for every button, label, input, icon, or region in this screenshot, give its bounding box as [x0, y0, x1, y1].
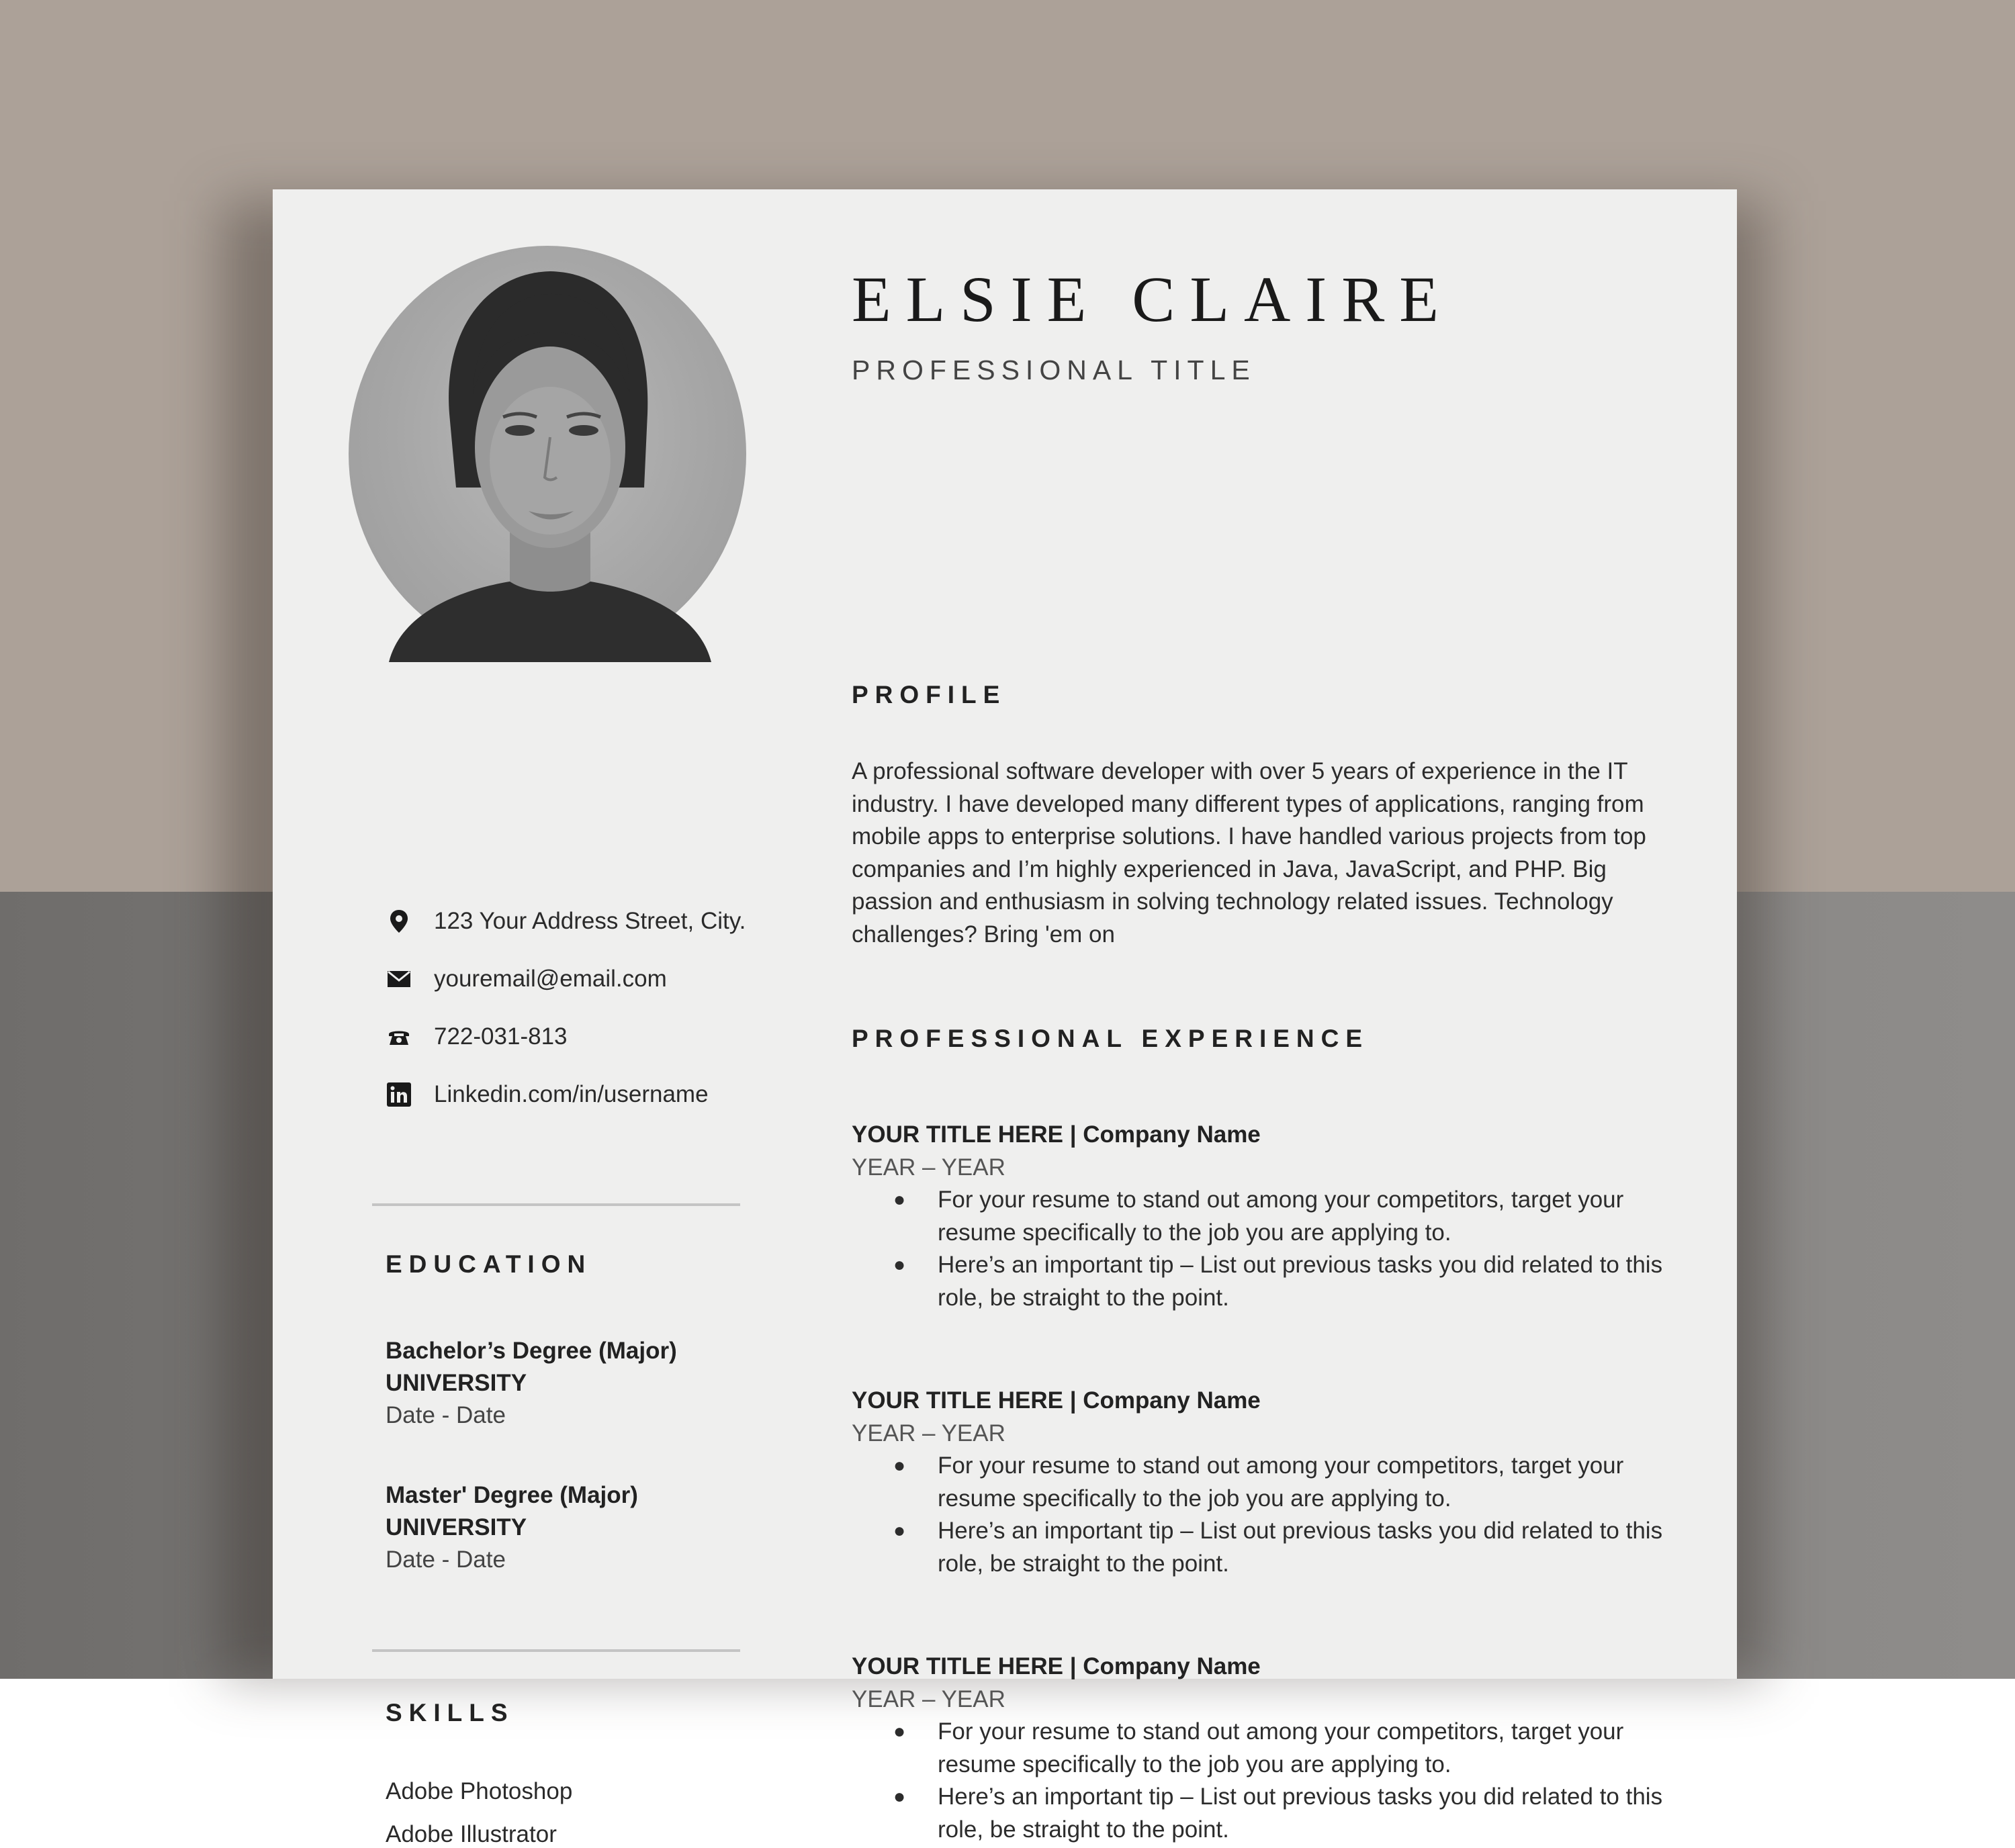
- education-item: [386, 1335, 677, 1432]
- job-title: YOUR TITLE HERE | Company Name: [852, 1121, 1261, 1148]
- experience-item: [852, 1119, 1678, 1314]
- job-years: YEAR – YEAR: [852, 1154, 1005, 1181]
- university: UNIVERSITY: [386, 1370, 527, 1396]
- dates: Date - Date: [386, 1402, 506, 1428]
- degree: Master' Degree (Major): [386, 1482, 638, 1508]
- skills-heading: SKILLS: [386, 1699, 514, 1726]
- university: UNIVERSITY: [386, 1514, 527, 1540]
- location-pin-icon: [387, 909, 411, 933]
- profile-photo: [349, 246, 746, 662]
- linkedin-text: Linkedin.com/in/username: [434, 1081, 709, 1107]
- experience-heading: PROFESSIONAL EXPERIENCE: [852, 1025, 1370, 1052]
- degree: Bachelor’s Degree (Major): [386, 1338, 677, 1364]
- main-column: [852, 189, 1691, 1843]
- job-bullet: ● For your resume to stand out among your competitors, target your resume specifically to the job you are applying to.: [893, 1718, 1624, 1777]
- address-text: 123 Your Address Street, City.: [434, 908, 746, 934]
- divider: [372, 1203, 740, 1206]
- job-bullet: ● Here’s an important tip – List out previous tasks you did related to this role, be straight to the point.: [893, 1784, 1663, 1843]
- phone-text: 722-031-813: [434, 1023, 568, 1050]
- resume-page: [273, 189, 1737, 1847]
- linkedin-icon: [387, 1082, 411, 1107]
- telephone-icon: [387, 1025, 411, 1049]
- profile-text: A professional software developer with over 5 years of experience in the IT industry. I have developed many different types of applications, ranging from mobile apps to enterprise solutions. I have handled various projects from top companies and I’m highly experienced in Java, JavaScript, and PHP. Big passion and enthusiasm in solving technology related issues. Technology challenges? Bring 'em on: [852, 758, 1646, 948]
- job-years: YEAR – YEAR: [852, 1685, 1005, 1712]
- contact-phone: [387, 1023, 568, 1050]
- sidebar: [273, 189, 837, 1847]
- professional-title: PROFESSIONAL TITLE: [852, 355, 1256, 385]
- contact-address: [387, 908, 746, 935]
- skill-item: Adobe Photoshop: [386, 1778, 573, 1804]
- experience-item: [852, 1651, 1678, 1846]
- job-title: YOUR TITLE HERE | Company Name: [852, 1653, 1261, 1679]
- education-heading: EDUCATION: [386, 1250, 592, 1278]
- email-text: youremail@email.com: [434, 966, 667, 992]
- job-bullet: ● Here’s an important tip – List out previous tasks you did related to this role, be straight to the point.: [893, 1518, 1663, 1577]
- portrait-image: [349, 246, 746, 662]
- experience-item: [852, 1385, 1678, 1580]
- skill-item: Adobe Illustrator: [386, 1821, 557, 1847]
- job-title: YOUR TITLE HERE | Company Name: [852, 1387, 1261, 1414]
- job-bullet: ● For your resume to stand out among your competitors, target your resume specifically to the job you are applying to.: [893, 1452, 1624, 1512]
- job-bullet: ● For your resume to stand out among your competitors, target your resume specifically to the job you are applying to.: [893, 1187, 1624, 1246]
- envelope-icon: [387, 967, 411, 991]
- education-item: [386, 1479, 638, 1576]
- dates: Date - Date: [386, 1546, 506, 1573]
- contact-linkedin: [387, 1081, 709, 1108]
- job-years: YEAR – YEAR: [852, 1420, 1005, 1446]
- profile-heading: PROFILE: [852, 681, 1007, 708]
- job-bullet: ● Here’s an important tip – List out previous tasks you did related to this role, be straight to the point.: [893, 1252, 1663, 1311]
- divider: [372, 1649, 740, 1652]
- full-name: ELSIE CLAIRE: [852, 263, 1453, 335]
- contact-email: [387, 966, 667, 992]
